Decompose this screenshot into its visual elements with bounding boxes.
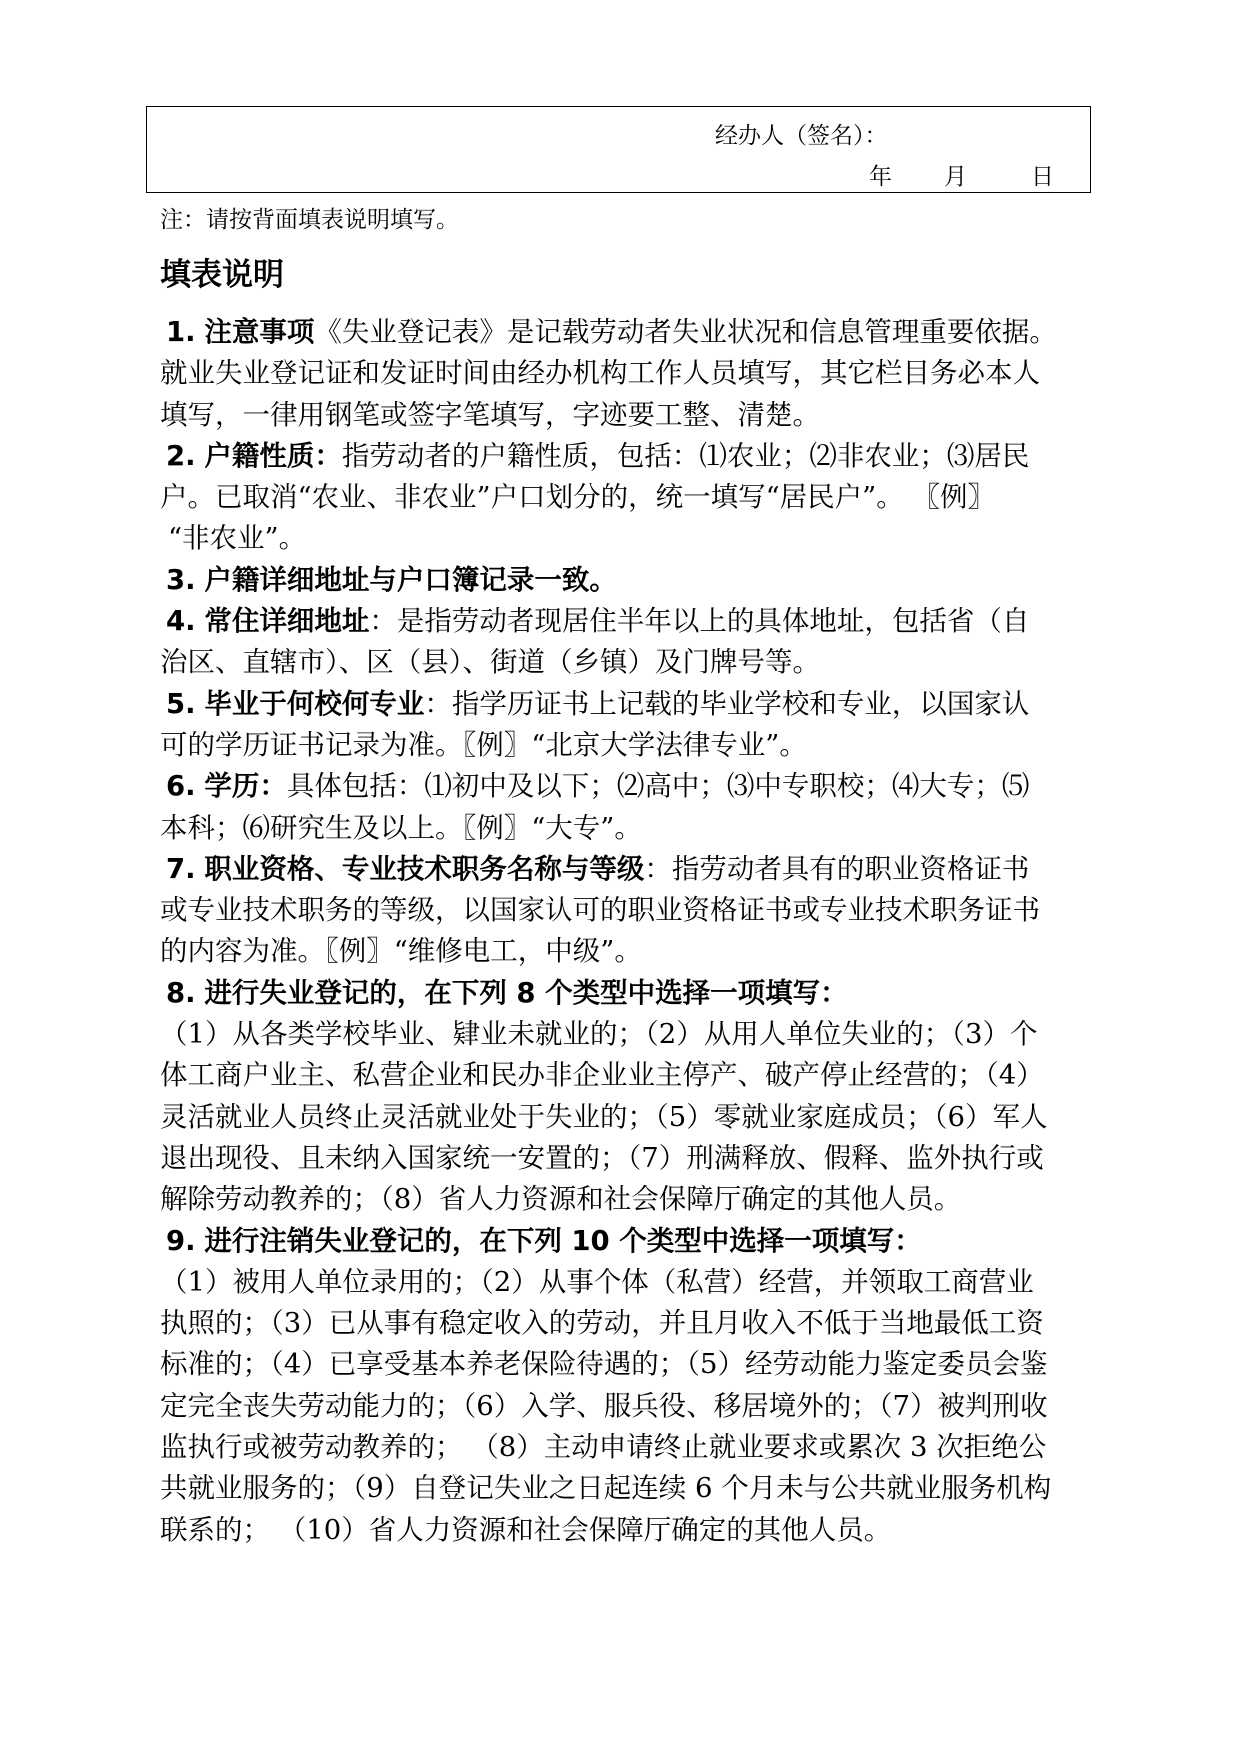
- instructions-body: [160, 312, 1085, 1551]
- year-label: 年: [869, 164, 892, 190]
- instruction-line: 就业失业登记证和发证时间由经办机构工作人员填写，其它栏目务必本人: [160, 357, 1040, 390]
- instruction-line: 灵活就业人员终止灵活就业处于失业的；（5）零就业家庭成员；（6）军人: [160, 1100, 1048, 1133]
- instruction-item-8: 8. 进行失业登记的，在下列 8 个类型中选择一项填写：: [166, 976, 848, 1009]
- instruction-title: 职业资格、专业技术职务名称与等级: [204, 852, 645, 885]
- instruction-line: 解除劳动教养的；（8）省人力资源和社会保障厅确定的其他人员。: [160, 1183, 962, 1216]
- instruction-title: 进行失业登记的，在下列 8 个类型中选择一项填写：: [204, 976, 848, 1009]
- instruction-line: 标准的；（4）已享受基本养老保险待遇的；（5）经劳动能力鉴定委员会鉴: [160, 1348, 1048, 1381]
- signature-box: [146, 106, 1091, 193]
- instructions-heading: 填表说明: [160, 257, 284, 293]
- instruction-item-6: 6. 学历：具体包括：⑴初中及以下；⑵高中；⑶中专职校；⑷大专；⑸: [166, 770, 1030, 803]
- month-label: 月: [944, 164, 967, 190]
- instruction-title: 毕业于何校何专业: [204, 687, 425, 720]
- handler-signature-label: 经办人（签名）：: [715, 123, 888, 149]
- instruction-title: 进行注销失业登记的，在下列 10 个类型中选择一项填写：: [204, 1224, 922, 1257]
- instruction-line: 执照的；（3）已从事有稳定收入的劳动，并且月收入不低于当地最低工资: [160, 1307, 1044, 1340]
- day-label: 日: [1031, 164, 1054, 190]
- instruction-item-3: 3. 户籍详细地址与户口簿记录一致。: [166, 563, 617, 596]
- instruction-line: 体工商户业主、私营企业和民办非企业业主停产、破产停止经营的；（4）: [160, 1059, 1044, 1092]
- instruction-line: 可的学历证书记录为准。〖例〗“北京大学法律专业”。: [160, 728, 807, 761]
- instruction-line: 联系的； （10）省人力资源和社会保障厅确定的其他人员。: [160, 1513, 892, 1546]
- instruction-line: “非农业”。: [168, 522, 307, 555]
- instruction-title: 学历：: [204, 770, 287, 803]
- instruction-line: 本科；⑹研究生及以上。〖例〗“大专”。: [160, 811, 642, 844]
- instruction-line: （1）被用人单位录用的；（2）从事个体（私营）经营，并领取工商营业: [160, 1265, 1034, 1298]
- instruction-line: 治区、直辖市）、区（县）、街道（乡镇）及门牌号等。: [160, 646, 820, 679]
- instruction-line: 退出现役、且未纳入国家统一安置的；（7）刑满释放、假释、监外执行或: [160, 1141, 1044, 1174]
- instruction-title: 户籍性质：: [204, 439, 342, 472]
- instruction-title: 常住详细地址: [204, 605, 370, 638]
- instruction-line: （1）从各类学校毕业、肄业未就业的；（2）从用人单位失业的；（3）个: [160, 1018, 1038, 1051]
- instruction-line: 共就业服务的；（9）自登记失业之日起连续 6 个月未与公共就业服务机构: [160, 1472, 1052, 1505]
- instruction-line: 填写，一律用钢笔或签字笔填写，字迹要工整、清楚。: [160, 398, 820, 431]
- instruction-item-9: 9. 进行注销失业登记的，在下列 10 个类型中选择一项填写：: [166, 1224, 922, 1257]
- instruction-line: 户。已取消“农业、非农业”户口划分的，统一填写“居民户”。 〖例〗: [160, 481, 995, 514]
- instruction-title: 注意事项: [204, 316, 315, 348]
- instruction-line: 或专业技术职务的等级，以国家认可的职业资格证书或专业技术职务证书: [160, 894, 1040, 927]
- instruction-item-4: 4. 常住详细地址：是指劳动者现居住半年以上的具体地址，包括省（自: [166, 605, 1030, 638]
- instruction-item-2: 2. 户籍性质：指劳动者的户籍性质，包括：⑴农业；⑵非农业；⑶居民: [166, 439, 1030, 472]
- instruction-item-5: 5. 毕业于何校何专业：指学历证书上记载的毕业学校和专业，以国家认: [166, 687, 1030, 720]
- instruction-title: 户籍详细地址与户口簿记录一致。: [204, 563, 617, 596]
- instruction-line: 定完全丧失劳动能力的；（6）入学、服兵役、移居境外的；（7）被判刑收: [160, 1389, 1048, 1422]
- instruction-line: 监执行或被劳动教养的； （8）主动申请终止就业要求或累次 3 次拒绝公: [160, 1431, 1047, 1464]
- instruction-item-1: 1. 注意事项《失业登记表》是记载劳动者失业状况和信息管理重要依据。: [166, 316, 1057, 348]
- instruction-item-7: 7. 职业资格、专业技术职务名称与等级：指劳动者具有的职业资格证书: [166, 852, 1030, 885]
- signature-date: [869, 162, 1054, 192]
- instruction-line: 的内容为准。〖例〗“维修电工，中级”。: [160, 935, 642, 968]
- form-note: 注：请按背面填表说明填写。: [160, 207, 459, 233]
